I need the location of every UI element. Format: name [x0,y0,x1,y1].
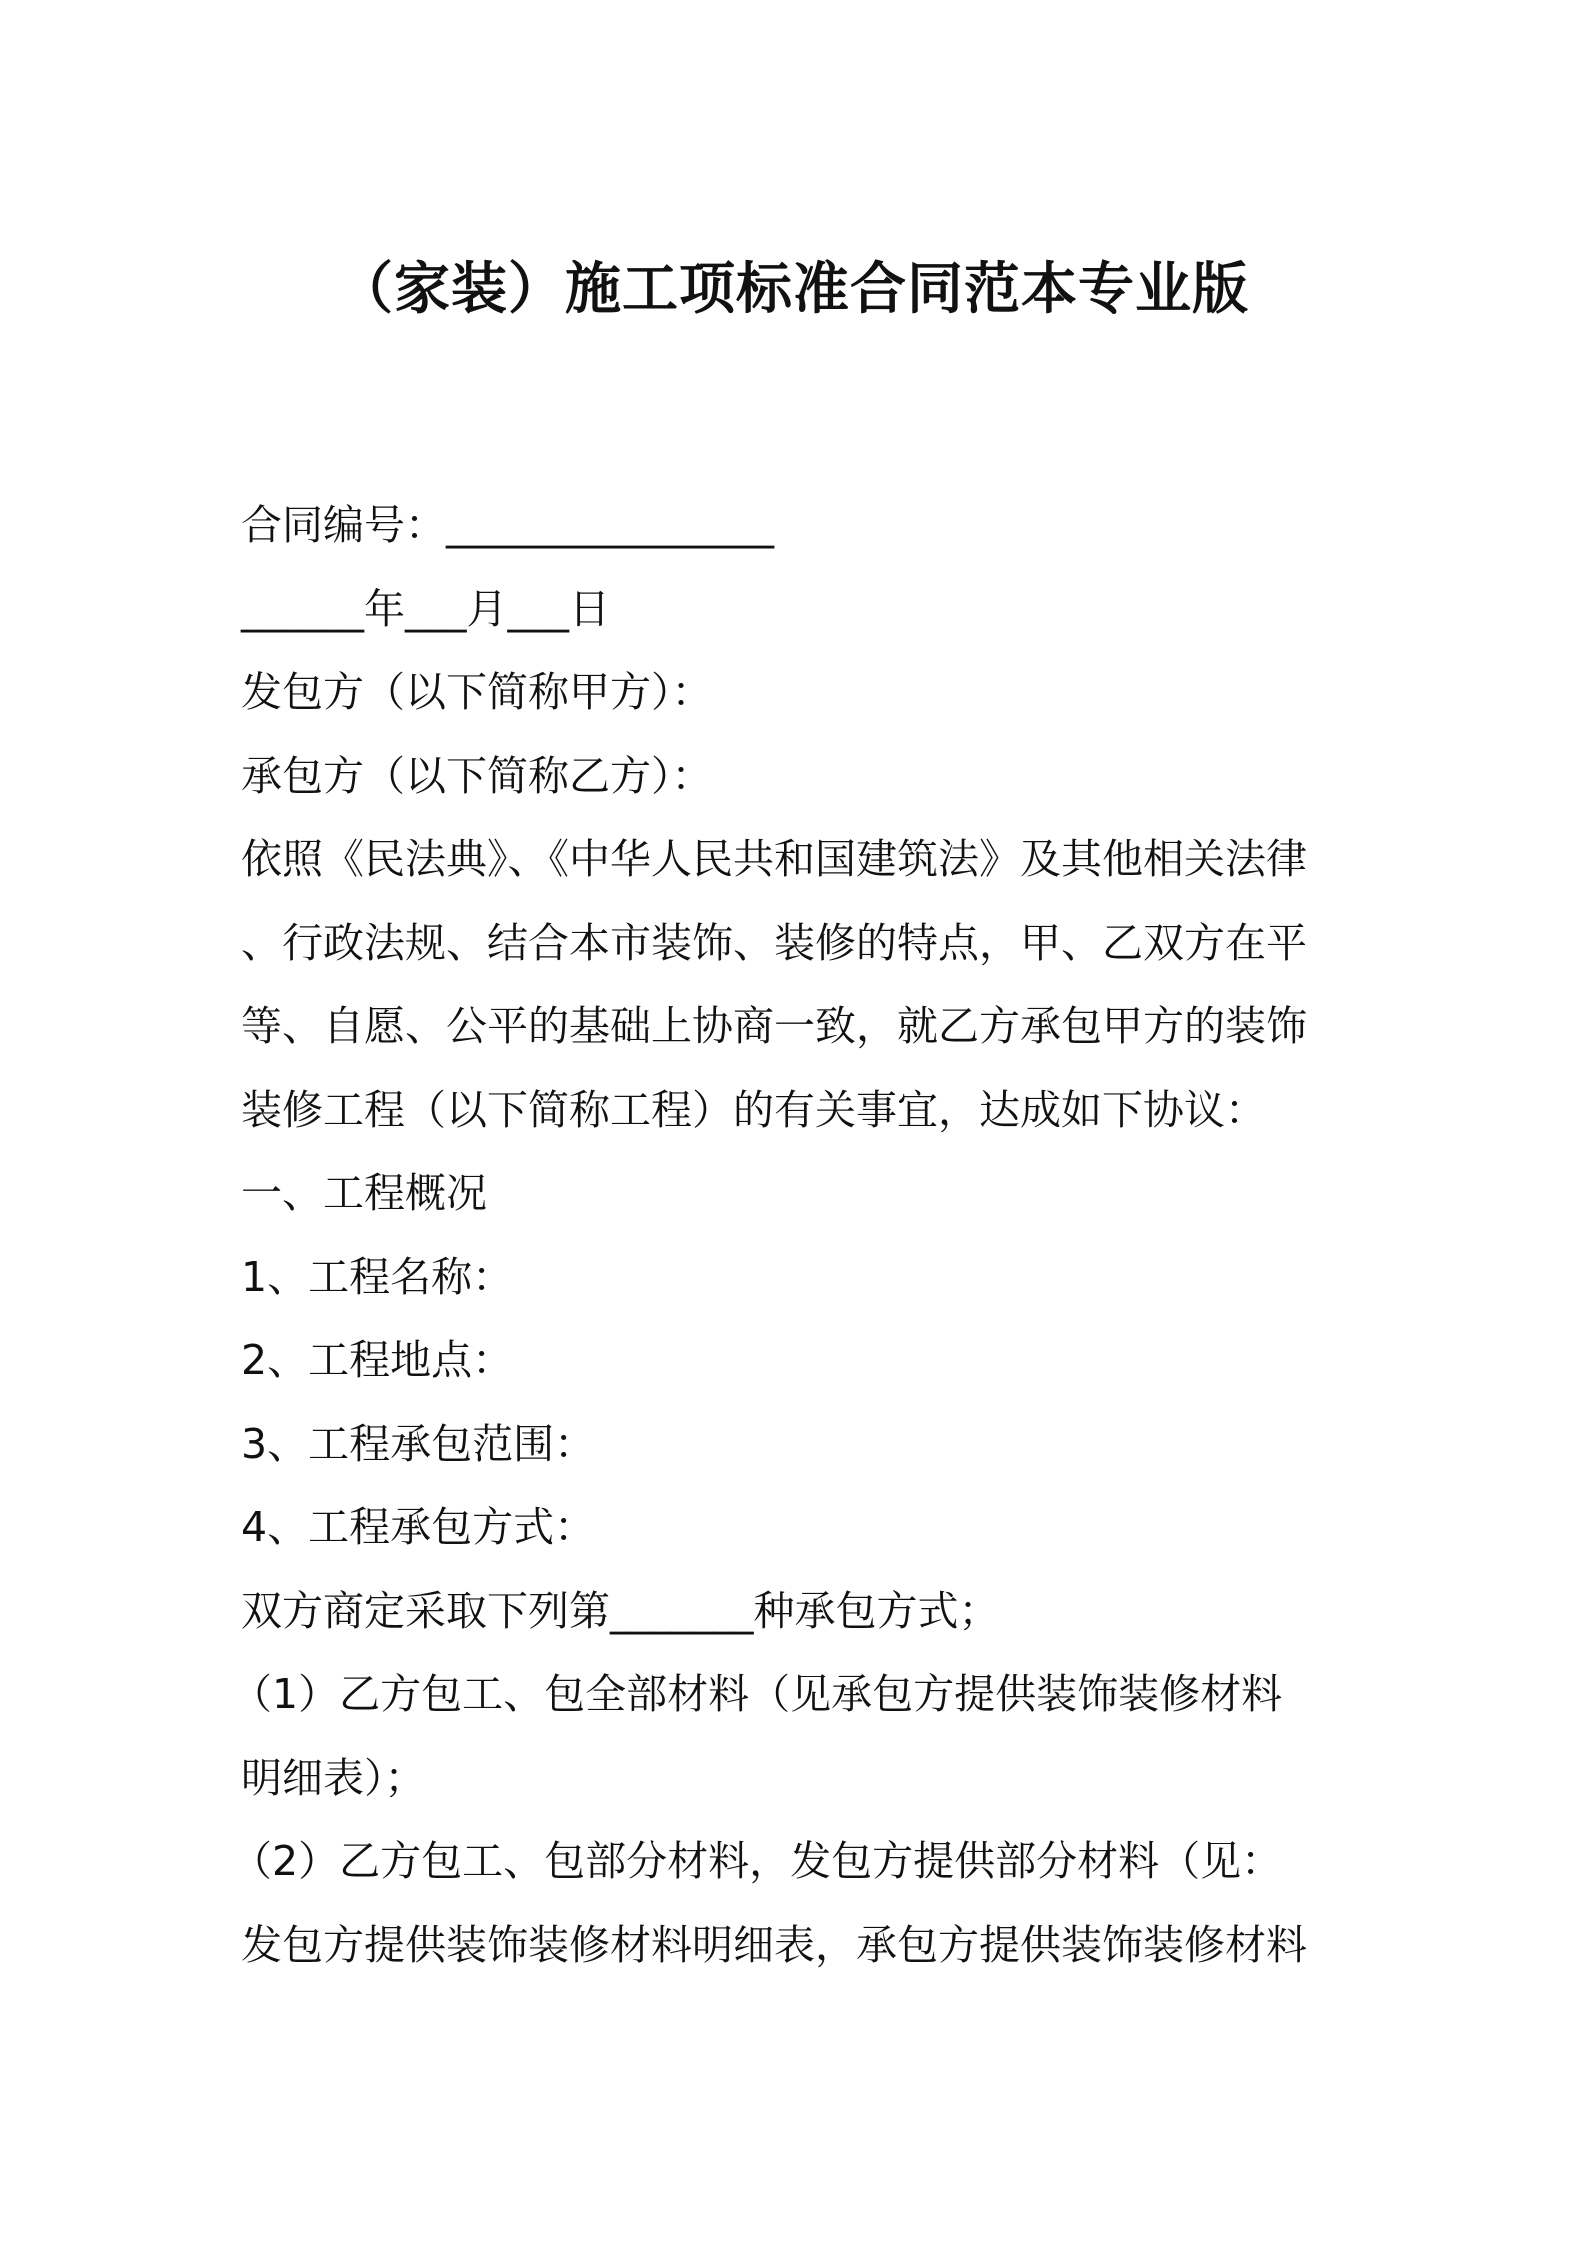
option-1-line-2: 明细表）； [241,1753,426,1802]
item-project-location: 2、工程地点： [241,1336,514,1384]
item-contract-scope: 3、工程承包范围： [241,1419,596,1468]
option-2-line-2: 发包方提供装饰装修材料明细表，承包方提供装饰装修材料 [241,1920,1307,1969]
date-line: ______年___月___日 [241,584,610,633]
party-b-line: 承包方（以下简称乙方）： [241,751,713,800]
section-heading-overview: 一、工程概况 [241,1169,487,1217]
preamble-line-2: 、行政法规、结合本市装饰、装修的特点，甲、乙双方在平 [241,918,1307,967]
document-title: （家装）施工项标准合同范本专业版 [337,257,1249,322]
contract-number-line: 合同编号：________________ [241,501,774,549]
contract-method-choice-line: 双方商定采取下列第_______种承包方式； [241,1586,1000,1635]
preamble-line-1: 依照《民法典》、《中华人民共和国建筑法》及其他相关法律 [241,835,1307,883]
item-project-name: 1、工程名称： [241,1252,514,1301]
item-contract-method: 4、工程承包方式： [241,1503,596,1551]
party-a-line: 发包方（以下简称甲方）： [241,668,713,716]
option-1-line-1: （1）乙方包工、包全部材料（见承包方提供装饰装修材料 [231,1670,1283,1718]
option-2-line-1: （2）乙方包工、包部分材料，发包方提供部分材料（见： [231,1837,1283,1885]
preamble-line-3: 等、自愿、公平的基础上协商一致，就乙方承包甲方的装饰 [241,1002,1307,1050]
preamble-line-4: 装修工程（以下简称工程）的有关事宜，达成如下协议： [241,1085,1266,1134]
document-body [231,484,1357,1987]
